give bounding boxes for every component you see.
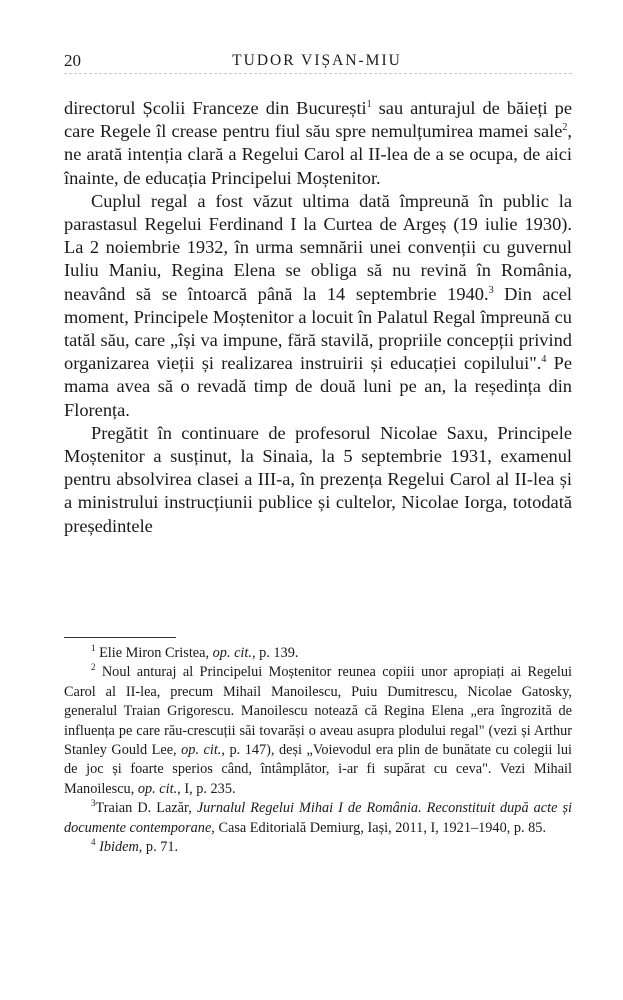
footnote-1-text-a: Elie Miron Cristea,	[95, 645, 213, 661]
paragraph-2	[64, 190, 572, 422]
footnote-4-italic: Ibidem	[99, 839, 139, 856]
footnote-number-2: 2	[91, 662, 96, 673]
footnote-ref-3: 3	[488, 284, 494, 296]
p3-text-1: Pregătit în continuare de profesorul Nicolae Saxu, Principele Moștenitor a susținut, la Sinaia, la 5 septembrie 1931, examenul pentru absolvirea clasei a III-a, în prezența Regelui Carol al II-lea și a ministrului instrucțiunii publice și cultelor, Nicolae Iorga, totodată președintele	[64, 422, 572, 536]
footnote-2	[64, 663, 572, 799]
page-header	[62, 51, 572, 75]
footnote-number-1: 1	[91, 643, 96, 653]
footnote-3-italic: Jurnalul Regelui Mihai I de România. Reconstituit după acte și documente contemporane	[64, 800, 572, 836]
footnote-2-text-a: Noul anturaj al Principelui Moștenitor reunea copiii unor apropiați ai Regelui Carol al II-lea, precum Mihail Manoilescu, Puiu Dumitrescu, Nicolae Gatosky, generalul Traian Grigorescu. Manoilescu notează că Regina Elena „era îngrozită de influența pe care rău-crescuții săi tovarăși o aveau asupra plodului regal" (vezi și Arthur Stanley Gould Lee,	[64, 664, 572, 759]
footnote-4-text-c: , p. 71.	[138, 839, 179, 856]
p2-text-1: Cuplul regal a fost văzut ultima dată împreună în public la parastasul Regelui Ferdinand I la Curtea de Argeș (19 iulie 1930). La 2 noiembrie 1932, în urma semnării unei convenții cu guvernul Iuliu Maniu, Regina Elena se obliga să nu revină în România, neavând să se întoarcă până la 14 septembrie 1940.	[64, 190, 572, 304]
footnote-3	[64, 799, 572, 838]
footnote-4	[64, 838, 572, 857]
footnote-ref-2: 2	[562, 122, 568, 134]
footnote-3-text-a: Traian D. Lazăr,	[95, 800, 197, 817]
footnote-1-text-c: , p. 139.	[251, 645, 299, 661]
footnote-2-italic-2: op. cit.	[137, 780, 178, 797]
p1-text-3: , ne arată intenția clară a Regelui Carol al II-lea de a se ocupa, de aici înainte, de educația Principelui Moștenitor.	[64, 121, 572, 188]
footnote-separator	[64, 637, 176, 638]
body-text	[64, 97, 572, 538]
page-number: 20	[64, 51, 81, 70]
footnote-2-text-e: , I, p. 235.	[177, 780, 236, 797]
paragraph-3	[64, 422, 572, 538]
paragraph-1	[64, 97, 572, 190]
footnote-2-italic-1: op. cit.	[181, 742, 222, 759]
footnote-number-4: 4	[91, 837, 96, 848]
p1-text-2: sau anturajul de băieți pe care Regele îl crease pentru fiul său spre nemulțumirea mamei sale	[64, 98, 573, 142]
p2-text-2: Din acel moment, Principele Moștenitor a locuit în Palatul Regal împreună cu tatăl său, care „își va impune, fără stavilă, propriile concepții privind organizarea vieții și realizarea instruirii și educației copilului".	[64, 283, 572, 374]
footnote-ref-1: 1	[366, 99, 372, 110]
footnote-2-text-c: , p. 147), deși „Voievodul era plin de bunătate cu colegii lui de joc și foarte sperios când, întâmplător, i-ar fi supărat cu ceva". Vezi Mihail Manoilescu,	[64, 742, 572, 797]
header-rule	[64, 73, 572, 74]
p2-text-3: Pe mama avea să o revadă timp de două luni pe an, la reședința din Florența.	[64, 353, 572, 420]
footnote-1-italic: op. cit.	[212, 645, 252, 661]
footnote-ref-4: 4	[541, 354, 547, 366]
footnote-number-3: 3	[91, 798, 96, 809]
p1-text-1: directorul Școlii Franceze din București	[64, 98, 367, 118]
footnote-3-text-c: , Casa Editorială Demiurg, Iași, 2011, I, 1921–1940, p. 85.	[211, 819, 547, 836]
footnote-1	[64, 644, 572, 663]
footnotes	[64, 644, 572, 857]
running-head: TUDOR VIȘAN-MIU	[232, 52, 402, 69]
